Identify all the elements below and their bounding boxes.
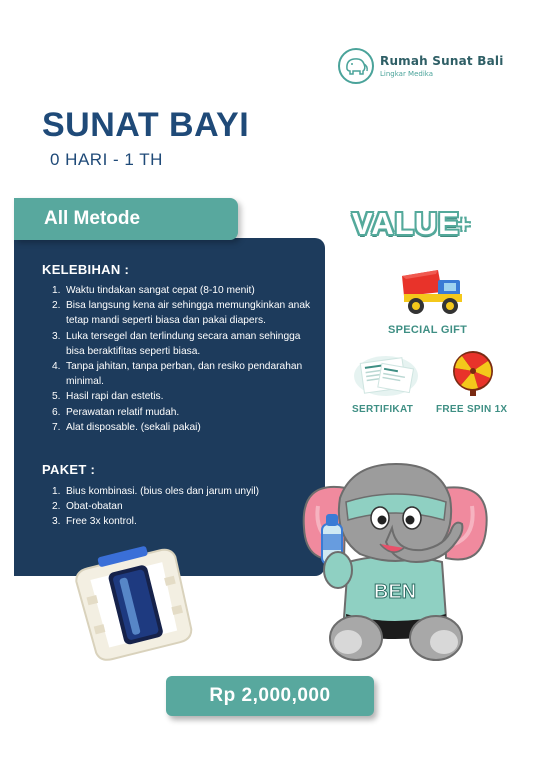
brand-logo: [338, 48, 504, 84]
list-item: 4. Tanpa jahitan, tanpa perban, dan resiko pendarahan minimal.: [52, 361, 303, 388]
list-item: 2. Obat-obatan: [52, 501, 123, 513]
elephant-mascot: [296, 458, 492, 668]
certificate-icon: [352, 352, 420, 402]
paket-list: [52, 484, 316, 530]
list-item: 3. Free 3x kontrol.: [52, 516, 137, 528]
elephant-logo-icon: [338, 48, 374, 84]
value-heading: VALUE: [352, 206, 460, 241]
price-badge: [166, 676, 374, 716]
list-item: 1. Waktu tindakan sangat cepat (8-10 menit): [52, 285, 255, 296]
method-tab-label: All Metode: [44, 208, 141, 229]
method-tab: [14, 198, 238, 240]
toy-truck-icon: [398, 262, 470, 322]
list-item: 3. Luka tersegel dan terlindung secara aman sehingga bisa beraktifitas seperti biasa.: [52, 330, 301, 357]
paket-heading: PAKET :: [42, 462, 96, 477]
list-item: 5. Hasil rapi dan estetis.: [52, 391, 164, 403]
price-text: Rp 2,000,000: [209, 685, 331, 706]
list-item: 6. Perawatan relatif mudah.: [52, 406, 180, 418]
circumcision-clamp-device: [70, 546, 200, 668]
list-item: 1. Bius kombinasi. (bius oles dan jarum unyil): [52, 486, 260, 497]
page-subtitle: 0 HARI - 1 TH: [50, 150, 163, 169]
sertifikat-label: SERTIFIKAT: [352, 404, 414, 415]
special-gift-label: SPECIAL GIFT: [388, 324, 468, 336]
kelebihan-heading: KELEBIHAN :: [42, 262, 130, 277]
free-spin-label: FREE SPIN 1X: [436, 404, 508, 415]
brand-subtitle: Lingkar Medika: [380, 70, 434, 78]
kelebihan-list: [52, 283, 316, 435]
page-title: SUNAT BAYI: [42, 106, 250, 144]
brand-name: Rumah Sunat Bali: [380, 54, 504, 68]
prize-wheel-icon: [448, 348, 498, 402]
list-item: 2. Bisa langsung kena air sehingga memungkinkan anak tetap mandi seperti biasa dan pakai diapers.: [52, 300, 311, 327]
mascot-shirt-text: BEN: [373, 581, 417, 603]
list-item: 7. Alat disposable. (sekali pakai): [52, 421, 201, 433]
value-plus: +: [457, 212, 470, 237]
